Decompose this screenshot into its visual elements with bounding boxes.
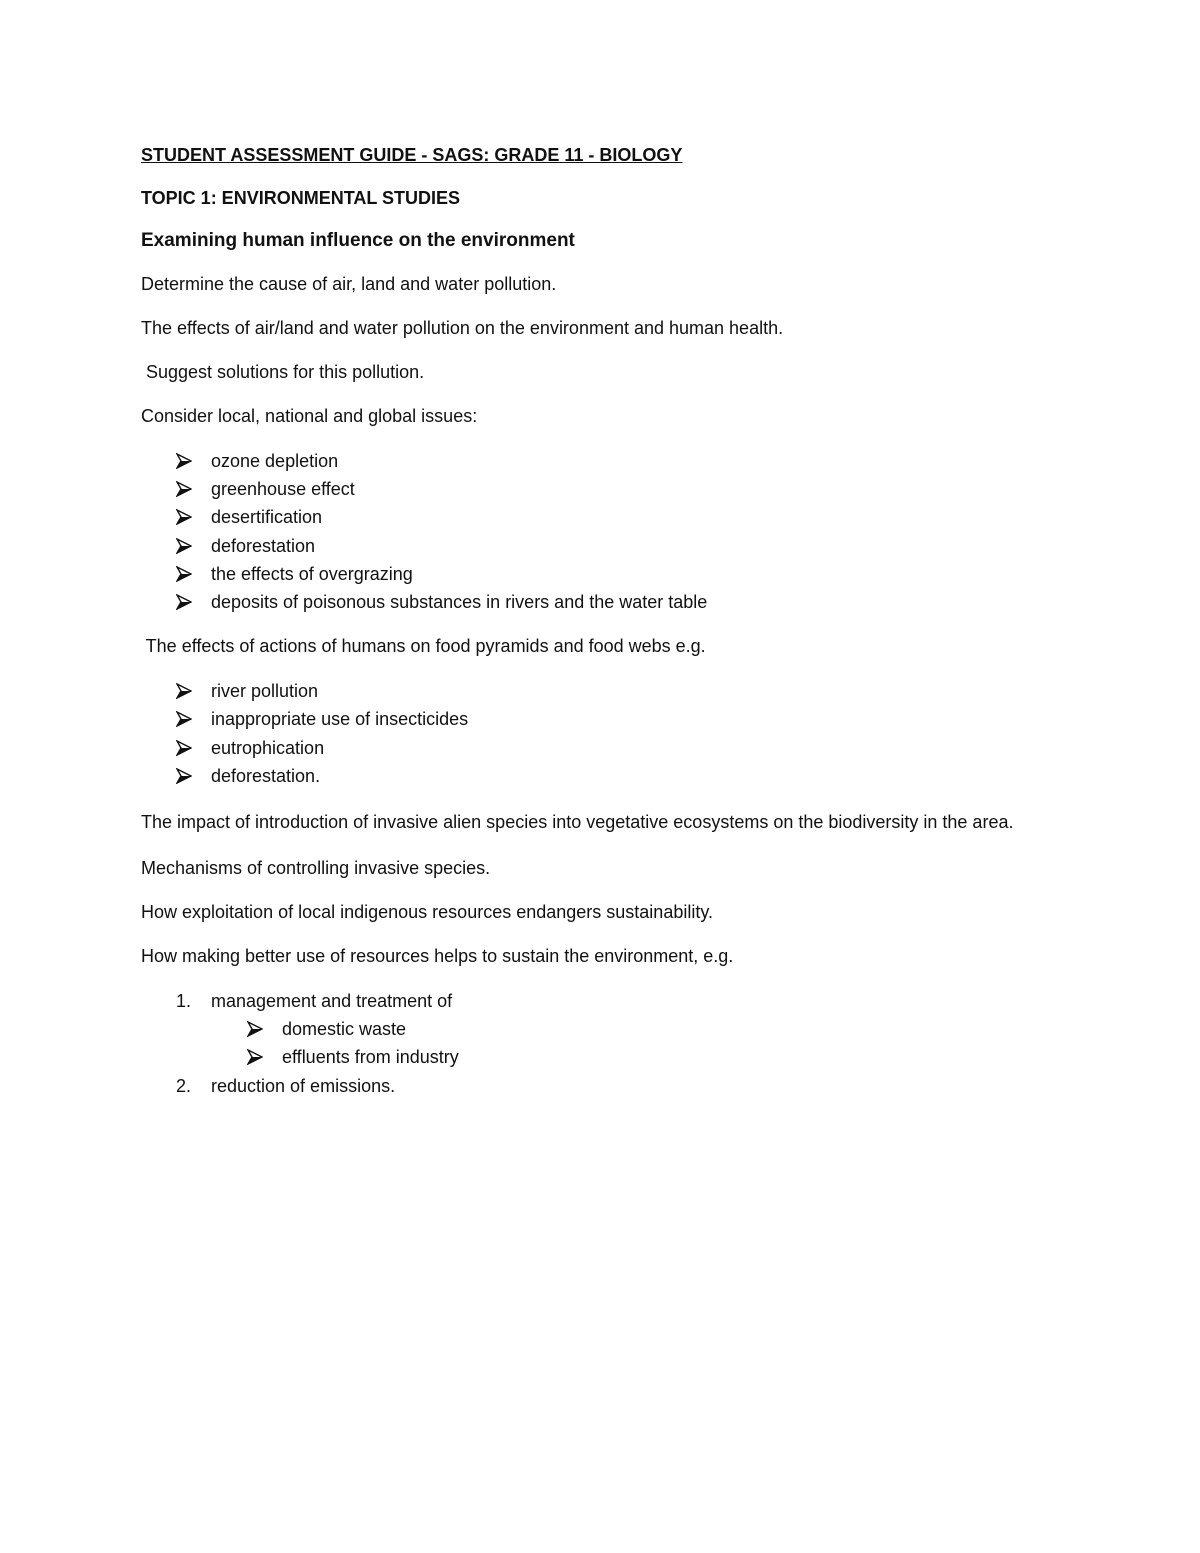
waste-types-list — [211, 1015, 1081, 1071]
list-item: deforestation — [141, 532, 1081, 560]
numbered-list-item — [141, 987, 1081, 1072]
numbered-list-item — [141, 1072, 1081, 1100]
document-body — [141, 142, 1081, 1100]
arrowhead-bullet-icon — [176, 560, 196, 588]
arrowhead-bullet-icon — [176, 677, 196, 705]
arrowhead-bullet-icon — [176, 588, 196, 616]
list-number: 1. — [176, 991, 192, 1012]
list-item: desertification — [141, 503, 1081, 531]
list-item: deforestation. — [141, 762, 1081, 790]
paragraph-invasive-control: Mechanisms of controlling invasive species. — [141, 858, 491, 879]
list-item: eutrophication — [141, 734, 1081, 762]
document-title: STUDENT ASSESSMENT GUIDE - SAGS: GRADE 11 - BIOLOGY — [141, 145, 683, 165]
issues-list — [141, 447, 1081, 616]
arrowhead-bullet-icon — [176, 532, 196, 560]
list-item-text: reduction of emissions. — [211, 1075, 396, 1096]
paragraph-better-use: How making better use of resources helps to sustain the environment, e.g. — [141, 946, 734, 967]
topic-heading: TOPIC 1: ENVIRONMENTAL STUDIES — [141, 188, 461, 208]
list-item: effluents from industry — [141, 1043, 1081, 1071]
paragraph-pollution-effects: The effects of air/land and water pollution on the environment and human health. — [141, 318, 784, 338]
paragraph-pollution-cause: Determine the cause of air, land and water pollution. — [141, 274, 557, 294]
arrowhead-bullet-icon — [176, 705, 196, 733]
paragraph-solutions: Suggest solutions for this pollution. — [141, 362, 425, 382]
list-item: inappropriate use of insecticides — [141, 705, 1081, 733]
arrowhead-bullet-icon — [247, 1043, 267, 1071]
arrowhead-bullet-icon — [176, 503, 196, 531]
arrowhead-bullet-icon — [176, 762, 196, 790]
paragraph-food-web-intro: The effects of actions of humans on food pyramids and food webs e.g. — [141, 636, 706, 657]
paragraph-invasive-impact: The impact of introduction of invasive alien species into vegetative ecosystems on the biodiversity in the area. — [141, 812, 1014, 833]
arrowhead-bullet-icon — [176, 475, 196, 503]
section-subheading: Examining human influence on the environment — [141, 230, 575, 251]
list-item: domestic waste — [141, 1015, 1081, 1043]
arrowhead-bullet-icon — [176, 734, 196, 762]
numbered-list — [141, 987, 1081, 1100]
list-item: river pollution — [141, 677, 1081, 705]
list-item-text: management and treatment of — [211, 991, 453, 1012]
list-item: the effects of overgrazing — [141, 560, 1081, 588]
list-item: greenhouse effect — [141, 475, 1081, 503]
arrowhead-bullet-icon — [247, 1015, 267, 1043]
arrowhead-bullet-icon — [176, 447, 196, 475]
list-number: 2. — [176, 1075, 192, 1096]
paragraph-issues-intro: Consider local, national and global issues: — [141, 406, 478, 426]
paragraph-exploitation: How exploitation of local indigenous resources endangers sustainability. — [141, 902, 714, 923]
food-web-effects-list — [141, 677, 1081, 790]
list-item: deposits of poisonous substances in rivers and the water table — [141, 588, 1081, 616]
list-item: ozone depletion — [141, 447, 1081, 475]
